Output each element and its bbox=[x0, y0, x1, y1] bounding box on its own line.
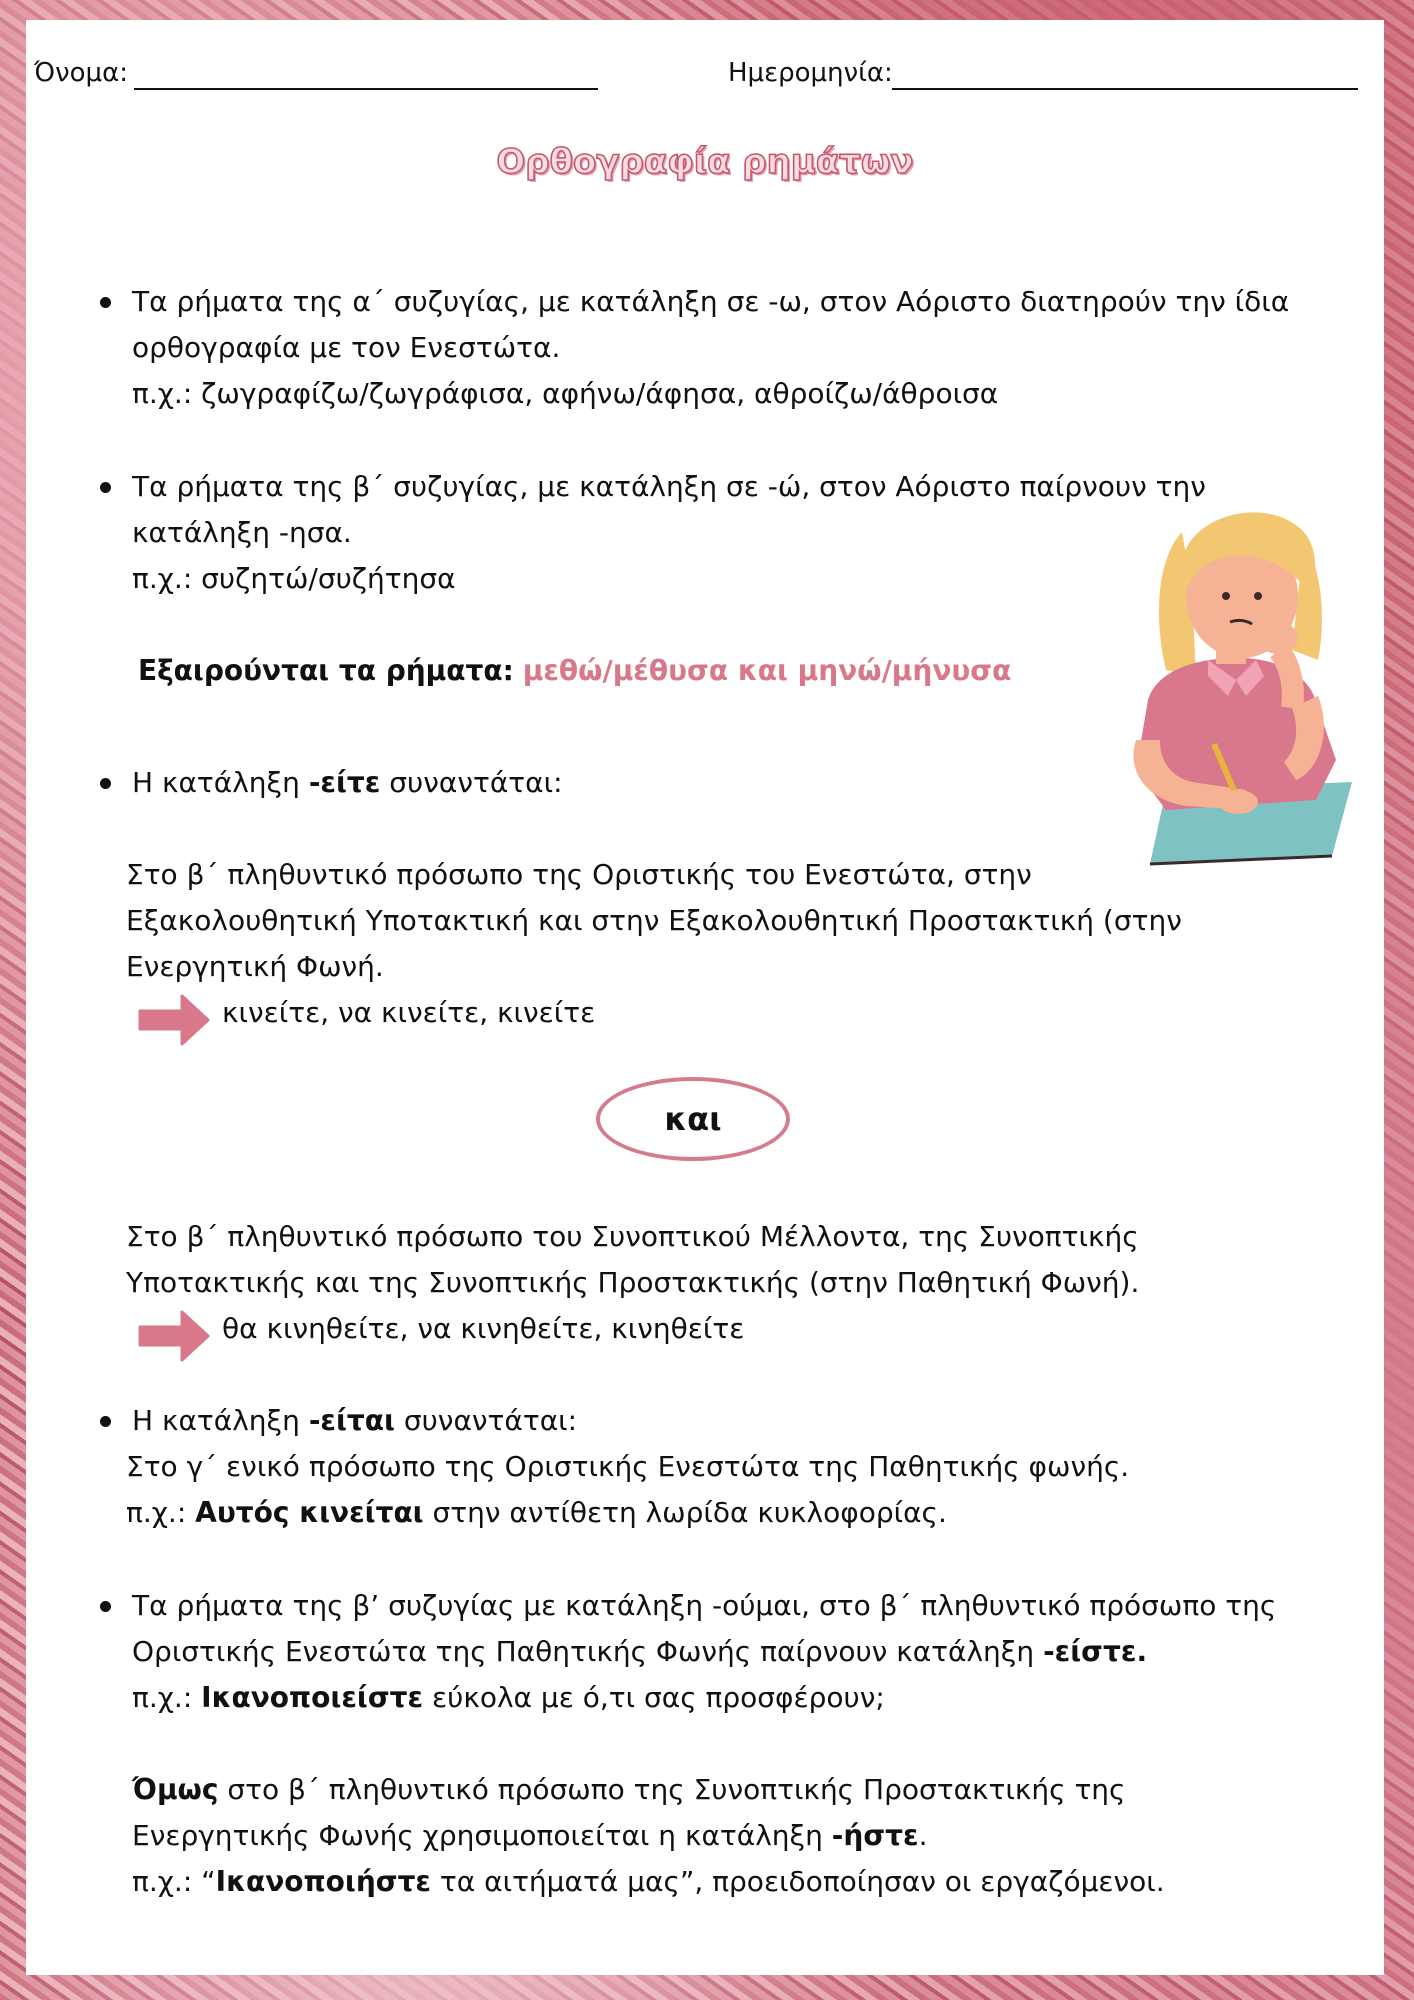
name-line bbox=[134, 88, 598, 90]
intro-text: συναντάται: bbox=[380, 766, 563, 799]
name-label: Όνομα: bbox=[34, 58, 128, 88]
bullet-dot bbox=[100, 482, 111, 493]
section3-para2-line2: Υποτακτικής και της Συνοπτικής Προστακτικής (στην Παθητική Φωνή). bbox=[126, 1266, 1140, 1299]
however-bold: Όμως bbox=[132, 1773, 219, 1806]
section3-para1-line3: Ενεργητική Φωνή. bbox=[126, 950, 384, 983]
line-bold: -ήστε bbox=[831, 1819, 919, 1852]
section2-example: π.χ.: συζητώ/συζήτησα bbox=[132, 562, 456, 595]
section2-line1: Τα ρήματα της β΄ συζυγίας, με κατάληξη σε -ώ, στον Αόριστο παίρνουν την bbox=[132, 470, 1206, 503]
example-text: στην αντίθετη λωρίδα κυκλοφορίας. bbox=[423, 1496, 947, 1529]
example-prefix: π.χ.: bbox=[126, 1496, 196, 1529]
bullet-dot bbox=[100, 297, 111, 308]
section4-line2: Στο γ΄ ενικό πρόσωπο της Οριστικής Ενεστώτα της Παθητικής φωνής. bbox=[126, 1450, 1130, 1483]
intro-suffix: -είται bbox=[308, 1404, 395, 1437]
section3-para1-line2: Εξακολουθητική Υποτακτική και στην Εξακολουθητική Προστακτική (στην bbox=[126, 904, 1182, 937]
example-prefix: π.χ.: bbox=[132, 1681, 202, 1714]
page-title: Ορθογραφία ρημάτων bbox=[496, 142, 914, 182]
connector-oval bbox=[596, 1077, 790, 1161]
bullet-dot bbox=[100, 778, 111, 789]
exception-label: Εξαιρούνται τα ρήματα: bbox=[138, 654, 514, 687]
arrow-right-icon bbox=[138, 1310, 210, 1362]
example-bold: Ικανοποιήστε bbox=[215, 1865, 432, 1898]
section3-intro bbox=[132, 760, 563, 806]
example-text: τα αιτήματά μας”, προειδοποίησαν οι εργαζόμενοι. bbox=[431, 1865, 1165, 1898]
example-text: εύκολα με ό,τι σας προσφέρουν; bbox=[423, 1681, 885, 1714]
section3-para2-line1: Στο β΄ πληθυντικό πρόσωπο του Συνοπτικού Μέλλοντα, της Συνοπτικής bbox=[126, 1220, 1139, 1253]
section2-exception bbox=[138, 648, 1011, 694]
bullet-dot bbox=[100, 1601, 111, 1612]
section1-line2: ορθογραφία με τον Ενεστώτα. bbox=[132, 331, 561, 364]
section5-example2 bbox=[132, 1859, 1165, 1905]
date-label: Ημερομηνία: bbox=[728, 58, 893, 88]
section1-line1: Τα ρήματα της α΄ συζυγίας, με κατάληξη σε -ω, στον Αόριστο διατηρούν την ίδια bbox=[132, 285, 1290, 318]
section3-para1-line1: Στο β΄ πληθυντικό πρόσωπο της Οριστικής του Ενεστώτα, στην bbox=[126, 858, 1032, 891]
however-text: στο β΄ πληθυντικό πρόσωπο της Συνοπτικής Προστακτικής της bbox=[218, 1773, 1126, 1806]
example-prefix: π.χ.: “ bbox=[132, 1865, 216, 1898]
arrow-right-icon bbox=[138, 994, 210, 1046]
section4-example bbox=[126, 1490, 947, 1536]
intro-text: Η κατάληξη bbox=[132, 766, 309, 799]
exception-words: μεθώ/μέθυσα και μηνώ/μήνυσα bbox=[522, 654, 1012, 687]
section3-example2: θα κινηθείτε, να κινηθείτε, κινηθείτε bbox=[222, 1312, 745, 1345]
connector-text: και bbox=[664, 1100, 722, 1138]
intro-suffix: -είτε bbox=[308, 766, 381, 799]
section5-example bbox=[132, 1675, 885, 1721]
section5-line1: Τα ρήματα της β’ συζυγίας με κατάληξη -ούμαι, στο β΄ πληθυντικό πρόσωπο της bbox=[132, 1589, 1277, 1622]
date-line bbox=[892, 88, 1358, 90]
section1-example: π.χ.: ζωγραφίζω/ζωγράφισα, αφήνω/άφησα, αθροίζω/άθροισα bbox=[132, 377, 999, 410]
example-bold: Ικανοποιείστε bbox=[201, 1681, 424, 1714]
section4-intro bbox=[132, 1398, 577, 1444]
section3-example1: κινείτε, να κινείτε, κινείτε bbox=[222, 996, 596, 1029]
line-text: Οριστικής Ενεστώτα της Παθητικής Φωνής παίρνουν κατάληξη bbox=[132, 1635, 1044, 1668]
section5-however bbox=[132, 1767, 1126, 1813]
line-text: . bbox=[918, 1819, 928, 1852]
line-bold: -είστε. bbox=[1043, 1635, 1148, 1668]
section5-line-b bbox=[132, 1813, 928, 1859]
section5-line2 bbox=[132, 1629, 1147, 1675]
section2-line2: κατάληξη -ησα. bbox=[132, 516, 352, 549]
bullet-dot bbox=[100, 1416, 111, 1427]
worksheet-page bbox=[26, 20, 1384, 1975]
intro-text: Η κατάληξη bbox=[132, 1404, 309, 1437]
girl-thinking-illustration bbox=[1096, 500, 1358, 876]
example-bold: Αυτός κινείται bbox=[195, 1496, 424, 1529]
intro-text: συναντάται: bbox=[394, 1404, 578, 1437]
line-text: Ενεργητικής Φωνής χρησιμοποιείται η κατάληξη bbox=[132, 1819, 832, 1852]
